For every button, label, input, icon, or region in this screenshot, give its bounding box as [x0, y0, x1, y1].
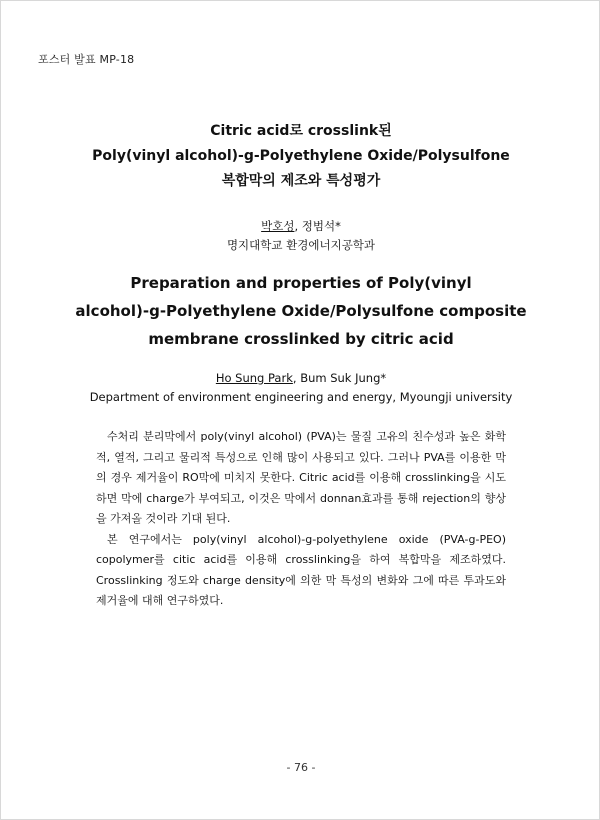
- english-author-separator: ,: [292, 371, 301, 385]
- korean-author-list: [1, 217, 600, 236]
- korean-other-authors: 정범석*: [301, 219, 341, 233]
- english-first-author: Ho Sung Park: [215, 371, 293, 385]
- page-number: - 76 -: [286, 761, 316, 774]
- korean-first-author: 박호성: [261, 219, 295, 233]
- abstract-paragraph-2: 본 연구에서는 poly(vinyl alcohol)-g-polyethylene oxide (PVA-g-PEO) copolymer를 citic acid를 이용해 crosslinking을 하여 복합막을 제조하였다. Crosslinking 정도와 charge density에 의한 막 특성의 변화와 그에 따른 투과도와 제거율에 대해 연구하였다.: [96, 532, 506, 607]
- korean-author-separator: ,: [294, 219, 302, 233]
- english-affiliation: Department of environment engineering and energy, Myoungji university: [89, 390, 513, 404]
- korean-title-line-3: 복합막의 제조와 특성평가: [221, 173, 381, 189]
- english-author-list: [1, 369, 600, 388]
- english-other-authors: Bum Suk Jung*: [300, 371, 387, 385]
- session-header: 포스터 발표 MP-18: [38, 53, 135, 66]
- korean-affiliation: 명지대학교 환경에너지공학과: [226, 238, 376, 252]
- abstract-body: [96, 427, 506, 612]
- korean-title-line-1: Citric acid로 crosslink된: [210, 123, 392, 139]
- korean-title-line-2: Poly(vinyl alcohol)-g-Polyethylene Oxide/Polysulfone: [92, 148, 510, 164]
- english-title-line-3: membrane crosslinked by citric acid: [148, 330, 454, 348]
- abstract-paragraph-1: 수처리 분리막에서 poly(vinyl alcohol) (PVA)는 물질 고유의 친수성과 높은 화학적, 열적, 그리고 물리적 특성으로 인해 많이 사용되고 있다. 그러나 PVA를 이용한 막의 경우 제거율이 RO막에 미치지 못한다. Citric acid를 이용해 crosslinking을 시도하면 막에 charge가 부여되고, 이것은 막에서 donnan효과를 통해 rejection의 향상을 가져올 것이라 기대 된다.: [96, 430, 506, 525]
- english-title-line-2: alcohol)-g-Polyethylene Oxide/Polysulfone composite: [75, 302, 527, 320]
- english-title-line-1: Preparation and properties of Poly(vinyl: [130, 274, 472, 292]
- korean-authors: [1, 217, 600, 255]
- english-authors: [1, 369, 600, 407]
- korean-title: [1, 119, 600, 194]
- english-title: [1, 269, 600, 353]
